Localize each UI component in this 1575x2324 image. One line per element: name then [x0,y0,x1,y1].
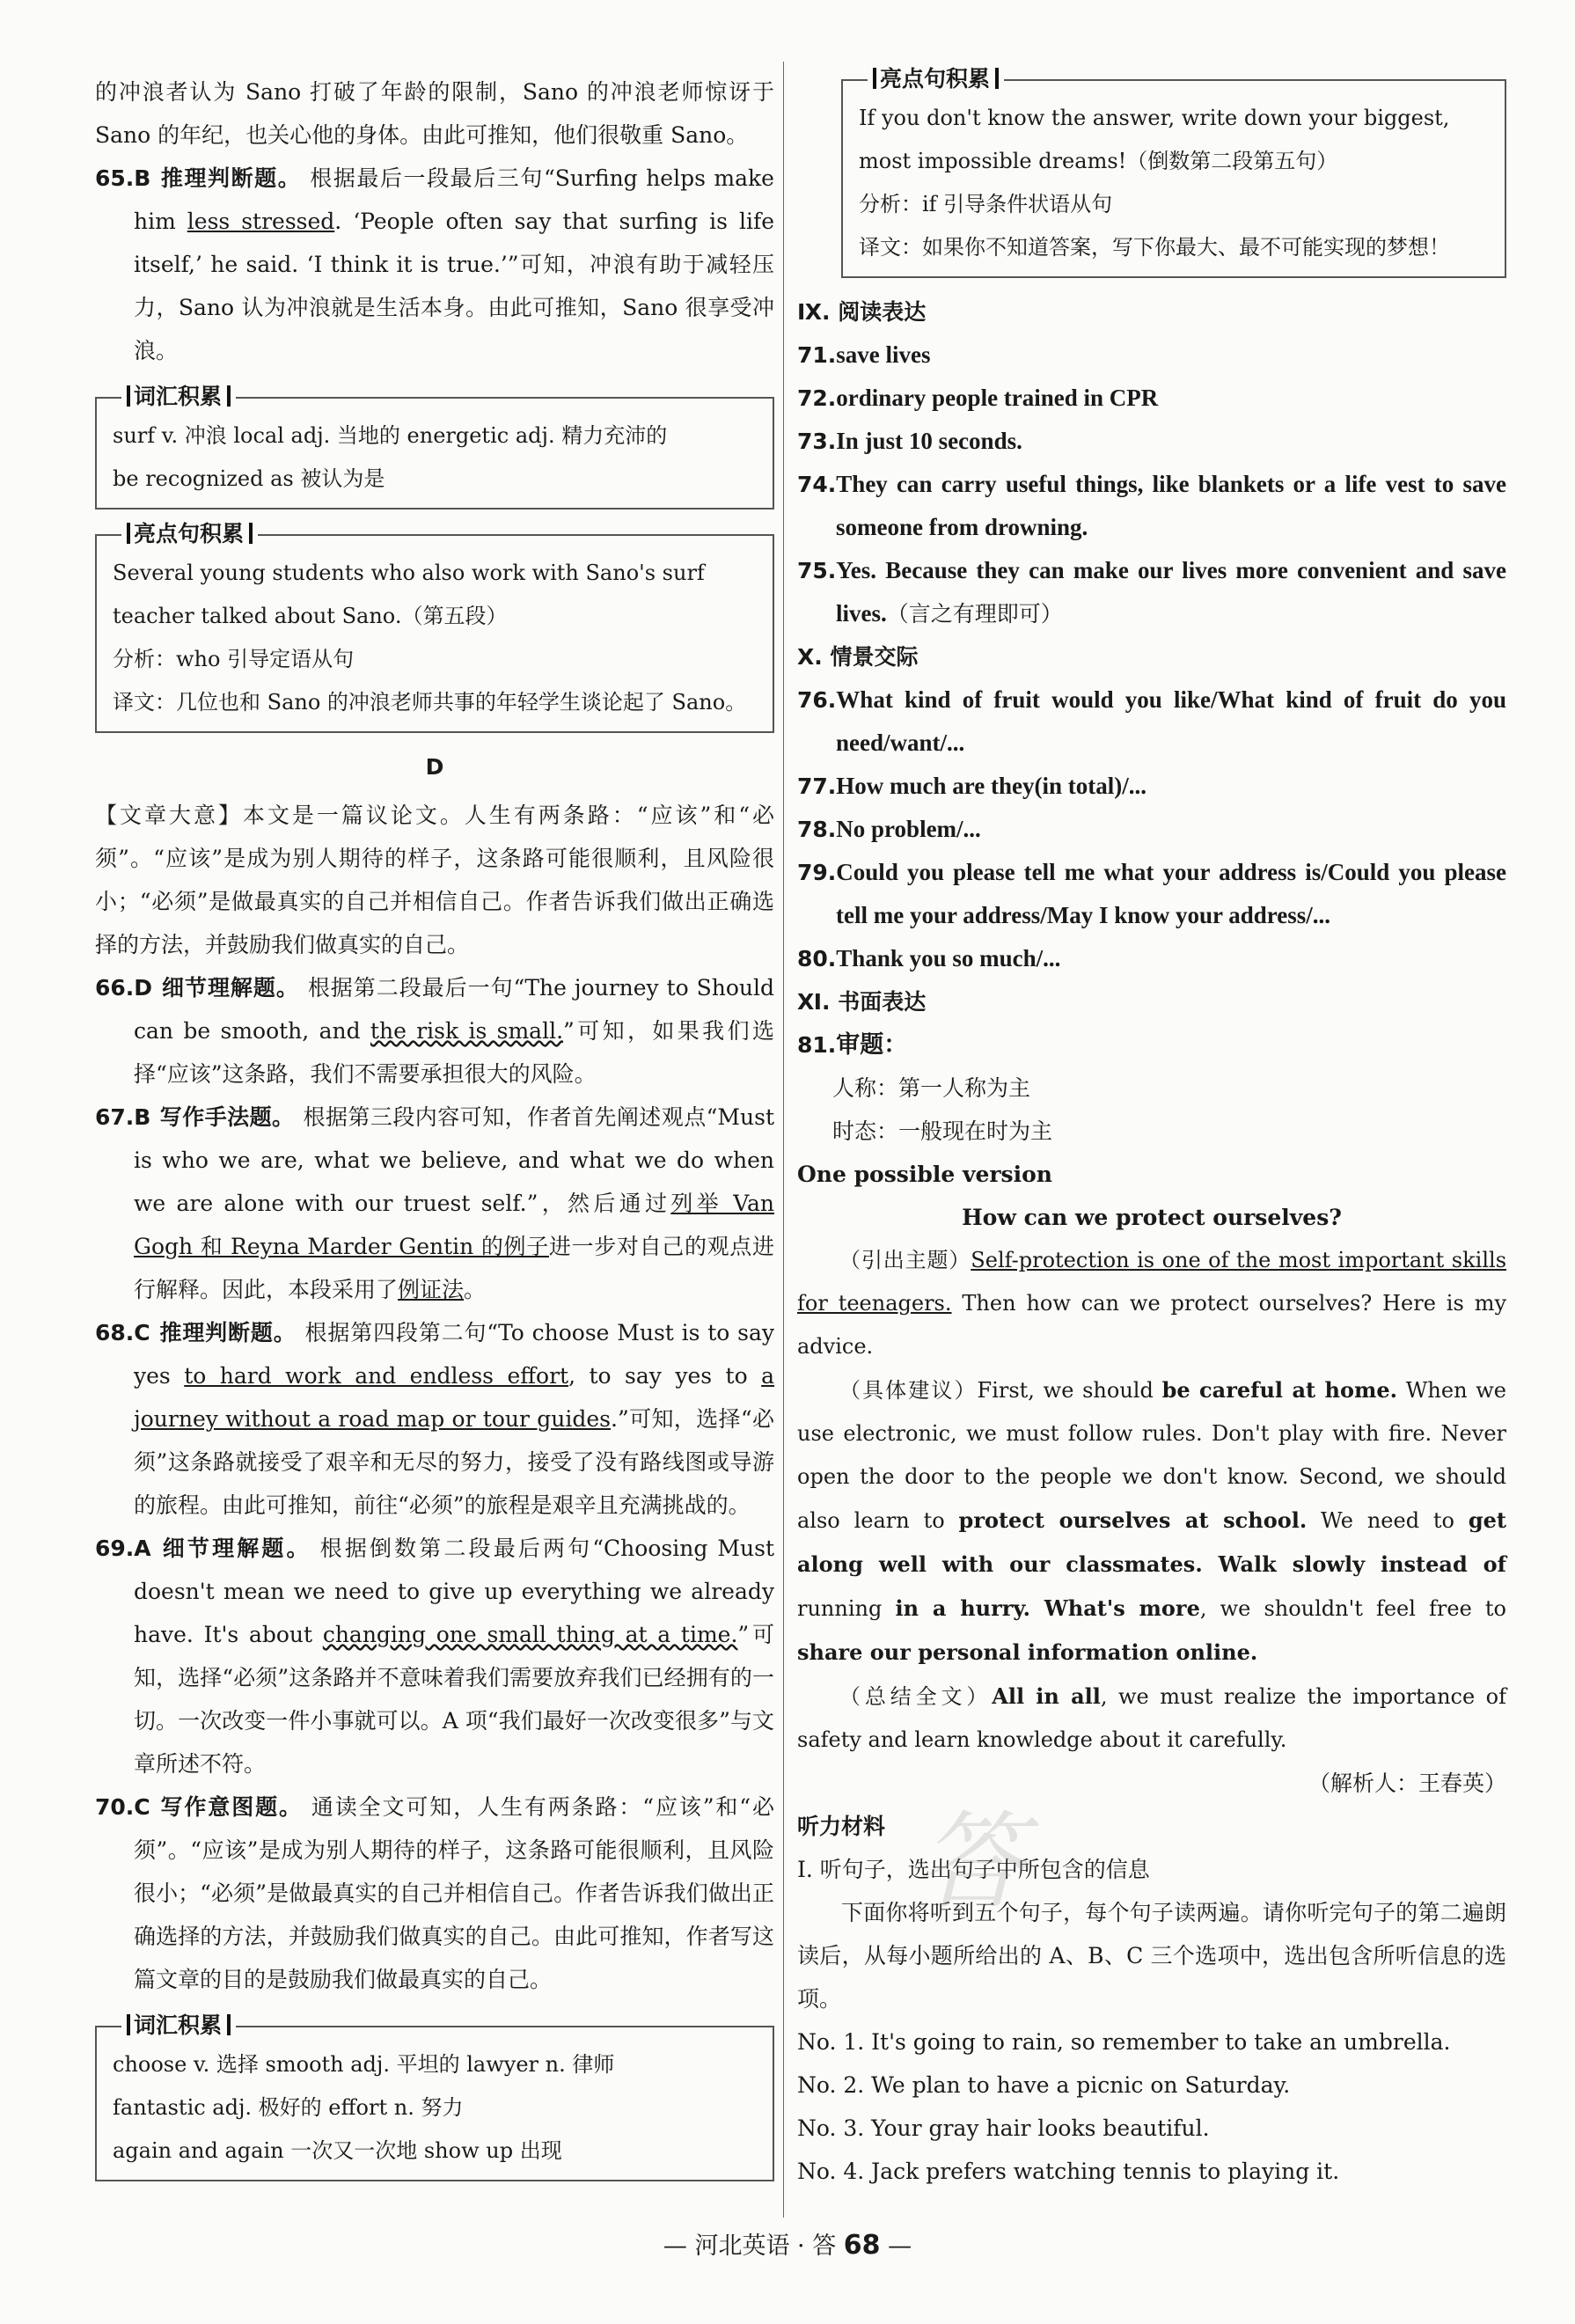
answer-text: Could you please tell me what your address is/Could you please tell me your address/May I know your address/... [836,859,1506,928]
question-number: 78. [797,817,837,842]
text: , we must realize the importance of safety and learn knowledge about it carefully. [797,1684,1507,1752]
footer-prefix: — 河北英语 · 答 [663,2232,844,2260]
answer-80 [797,937,1506,980]
underlined-text: changing one small thing at a time. [322,1622,738,1647]
question-number: 79. [797,860,837,885]
highlight-box-1 [95,521,774,733]
text: , we shouldn't feel free to [1199,1596,1506,1621]
text: 通读全文可知，人生有两条路：“应该”和“必须”。“应该”是成为别人期待的样子，这条路可能很顺利，且风险很小；“必须”是做最真实的自己并相信自己。作者告诉我们做出正确选择的方法，并鼓励我们做真实的自己。由此可推知，作者写这篇文章的目的是鼓励我们做最真实的自己。 [134,1794,774,1992]
answer-70 [95,1785,774,2001]
question-number: 71. [797,342,837,368]
answer-text: What kind of fruit would you like/What kind of fruit do you need/want/... [836,686,1506,756]
question-number: 75. [797,558,837,583]
tense-note: 时态：一般现在时为主 [832,1118,1053,1144]
answer-79 [797,851,1506,937]
vocab-box-2 [95,2012,774,2181]
text: 根据最后一段最后三句“Surfing helps make him [134,165,774,234]
text: 根据第四段第二句“To choose Must is to say yes [134,1320,774,1389]
highlight-translation: 译文：几位也和 Sano 的冲浪老师共事的年轻学生谈论起了 Sano。 [113,690,747,715]
text: 根据第三段内容可知，作者首先阐述观点“Must is who we are, what we believe, and what we do when we are alone with our truest self.”，然后通过 [134,1104,774,1216]
answer-67 [95,1096,774,1311]
vocab-line: surf v. 冲浪 local adj. 当地的 energetic adj. 精力充沛的 [113,423,668,448]
answer-77 [797,765,1506,808]
text: 。 [464,1277,487,1302]
highlight-sentence: If you don't know the answer, write down your biggest, most impossible dreams!（倒数第二段第五句） [859,106,1450,173]
question-number: 73. [797,429,837,454]
answer-text: ordinary people trained in CPR [836,385,1159,411]
bold-text: share our personal information online. [797,1639,1258,1665]
answer-75 [797,549,1506,635]
answer-65 [95,157,774,372]
vocab-box-1 [95,384,774,510]
section-heading-11: Ⅺ. 书面表达 [797,989,927,1015]
text: running [797,1596,896,1621]
listening-title: 听力材料 [797,1814,886,1839]
text: .”可知，选择“必须”这条路就接受了艰辛和无尽的努力，接受了没有路线图或导游的旅程。由此可推知，前往“必须”的旅程是艰辛且充满挑战的。 [134,1406,774,1518]
section-heading-9: Ⅸ. 阅读表达 [797,299,927,325]
essay-paragraph-3 [797,1675,1506,1762]
listening-item: No. 2. We plan to have a picnic on Saturday. [797,2072,1291,2098]
underlined-text: the risk is small. [370,1018,564,1044]
review-label: 审题： [836,1031,908,1059]
underlined-text: 例证法 [398,1277,465,1302]
answer-74 [797,463,1506,549]
question-number: 65.B [95,165,151,191]
answer-text: How much are they(in total)/... [836,773,1147,799]
paragraph-tag: （总结全文） [839,1684,993,1709]
answer-71 [797,334,1506,377]
answer-text: Thank you so much/... [836,945,1061,971]
question-type: 细节理解题。 [161,975,299,1001]
person-note: 人称：第一人称为主 [832,1075,1031,1101]
right-column [797,62,1506,2193]
answer-note: （言之有理即可） [886,601,1063,627]
question-number: 66.D [95,975,153,1001]
answer-78 [797,808,1506,851]
question-type: 推理判断题。 [158,1320,297,1345]
page-footer [0,2226,1575,2261]
underlined-text: less stressed [187,209,335,234]
answer-text: No problem/... [836,816,981,842]
question-number: 77. [797,773,837,799]
question-number: 70.C [95,1794,150,1820]
underlined-text: 列举 Van Gogh 和 Reyna Marder Gentin 的例子 [134,1191,774,1259]
question-type: 推理判断题。 [159,165,302,191]
question-number: 72. [797,385,837,411]
answer-81-heading [797,1023,1506,1067]
text: ”可知，如果我们选择“应该”这条路，我们不需要承担很大的风险。 [134,1018,774,1087]
highlight-box-2 [841,66,1506,278]
question-type: 细节理解题。 [159,1536,311,1561]
highlight-sentence: Several young students who also work with Sano's surf teacher talked about Sano.（第五段） [113,561,705,628]
text: 进一步对自己的观点进行解释。因此，本段采用了 [134,1234,774,1302]
vocab-line: choose v. 选择 smooth adj. 平坦的 lawyer n. 律师 [113,2052,615,2077]
highlight-translation: 译文：如果你不知道答案，写下你最大、最不可能实现的梦想！ [859,235,1450,260]
text: 根据倒数第二段最后两句“Choosing Must doesn't mean we need to give up everything we already have. It's about [134,1536,774,1647]
bold-text: in a hurry. What's more [895,1595,1200,1621]
answer-text: They can carry useful things, like blankets or a life vest to save someone from drowning. [836,471,1506,540]
paragraph-tag: （具体建议） [839,1378,978,1403]
listening-item: No. 3. Your gray hair looks beautiful. [797,2115,1210,2141]
box-title: 词汇积累 [121,2010,236,2042]
text: 根据第二段最后一句“The journey to Should can be smooth, and [134,975,774,1044]
article-summary: 【文章大意】本文是一篇议论文。人生有两条路：“应该”和“必须”。“应该”是成为别人期待的样子，这条路可能很顺利，且风险很小；“必须”是做最真实的自己并相信自己。作者告诉我们做出正确选择的方法，并鼓励我们做真实的自己。 [95,803,774,957]
text: ”可知，选择“必须”这条路并不意味着我们需要放弃我们已经拥有的一切。一次改变一件小事就可以。A 项“我们最好一次改变很多”与文章所述不符。 [134,1622,774,1777]
underlined-text: a journey without a road map or tour guides [134,1363,775,1432]
box-title: 亮点句积累 [868,63,1004,95]
answer-text: In just 10 seconds. [836,428,1022,454]
continuation-paragraph: 的冲浪者认为 Sano 打破了年龄的限制，Sano 的冲浪老师惊讶于 Sano 的年纪，也关心他的身体。由此可推知，他们很敬重 Sano。 [95,79,774,148]
box-title: 亮点句积累 [121,518,258,550]
text: . ‘People often say that surfing is life itself,’ he said. ‘I think it is true.’”可知，冲浪有助于减轻压力，Sano 认为冲浪就是生活本身。由此可推知，Sano 很享受冲浪。 [134,209,775,363]
listening-item: No. 1. It's going to rain, so remember to take an umbrella. [797,2029,1451,2055]
question-number: 80. [797,946,837,971]
question-number: 81. [797,1032,837,1058]
bold-text: get along well with our classmates. Walk slowly instead of [797,1507,1506,1577]
left-column [95,70,774,2194]
underlined-text: to hard work and endless effort [184,1363,569,1389]
underlined-text: Self-protection is one of the most important skills for teenagers. [797,1248,1507,1316]
footer-suffix: — [880,2232,912,2260]
essay-paragraph-2 [797,1368,1506,1675]
text: We need to [1307,1508,1469,1533]
vocab-line: be recognized as 被认为是 [113,466,385,491]
bold-text: be careful at home. [1161,1377,1398,1403]
text: Then how can we protect ourselves? Here is my advice. [797,1291,1507,1359]
bold-text: All in all [992,1683,1101,1709]
text: , to say yes to [568,1363,762,1389]
answer-72 [797,377,1506,420]
paragraph-tag: （引出主题） [839,1248,971,1272]
answer-68 [95,1311,774,1527]
highlight-analysis: 分析：who 引导定语从句 [113,647,355,671]
essay-paragraph-1 [797,1239,1506,1368]
section-heading-d: D [425,754,444,780]
answer-text: Yes. Because they can make our lives more convenient and save lives. [836,557,1506,627]
question-number: 74. [797,472,837,497]
text: When we use electronic, we must follow rules. Don't play with fire. Never open the door to the people we don't know. Second, we should also learn to [797,1378,1506,1533]
bold-text: protect ourselves at school. [958,1507,1308,1533]
question-number: 69.A [95,1536,151,1561]
possible-version-label: One possible version [797,1162,1052,1187]
listening-part-1: Ⅰ. 听句子，选出句子中所包含的信息 [797,1857,1150,1882]
page-number: 68 [843,2230,881,2261]
essay-title: How can we protect ourselves? [962,1205,1342,1230]
text: First, we should [977,1378,1162,1403]
question-number: 67.B [95,1104,151,1130]
box-title: 词汇积累 [121,381,236,413]
answer-73 [797,420,1506,463]
question-number: 76. [797,687,837,713]
answer-69 [95,1527,774,1785]
vocab-line: again and again 一次又一次地 show up 出现 [113,2138,562,2163]
question-number: 68.C [95,1320,150,1345]
highlight-analysis: 分析：if 引导条件状语从句 [859,192,1113,216]
question-type: 写作意图题。 [158,1794,303,1820]
answer-66 [95,966,774,1096]
watermark: 答 [919,1801,1025,1924]
answer-76 [797,678,1506,765]
listening-intro: 下面你将听到五个句子，每个句子读两遍。请你听完句子的第二遍朗读后，从每小题所给出的 A、B、C 三个选项中，选出包含所听信息的选项。 [797,1900,1506,2012]
vocab-line: fantastic adj. 极好的 effort n. 努力 [113,2095,464,2120]
question-type: 写作手法题。 [159,1104,295,1130]
section-heading-10: Ⅹ. 情景交际 [797,644,919,670]
answer-text: save lives [836,341,931,368]
listening-item: No. 4. Jack prefers watching tennis to playing it. [797,2159,1340,2184]
analyst-signature: （解析人：王春英） [1308,1770,1506,1796]
column-divider [783,62,784,2218]
